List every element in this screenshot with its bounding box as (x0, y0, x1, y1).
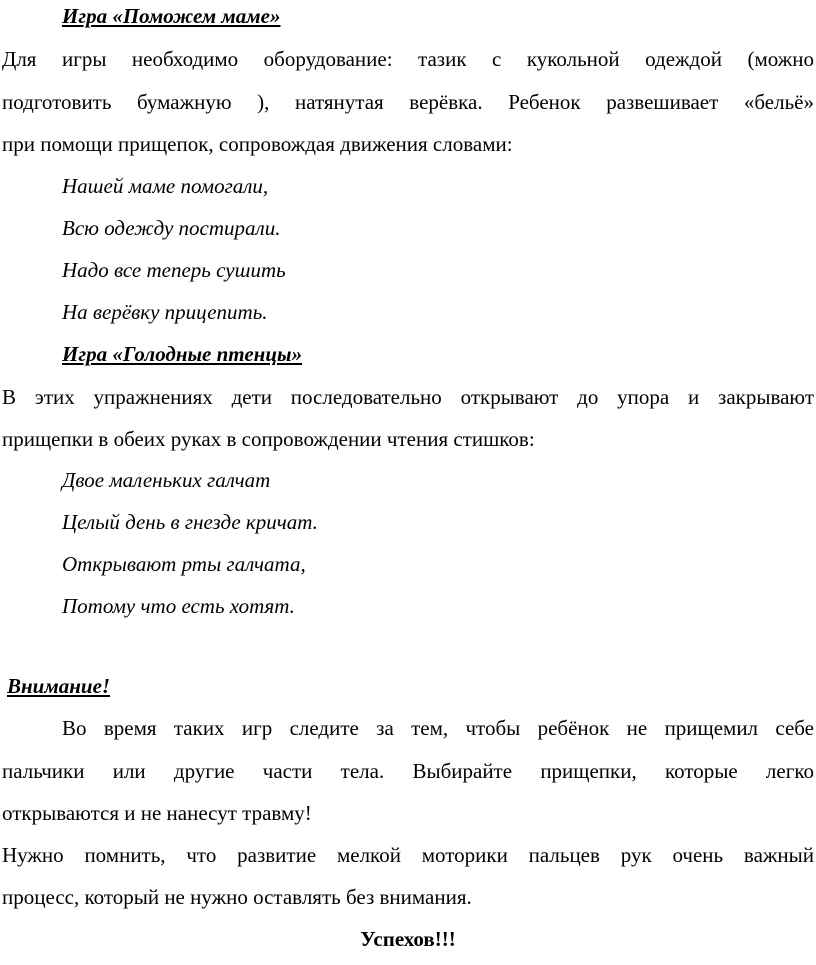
section2-verse-line: Целый день в гнезде кричат. (62, 510, 318, 534)
attention-paragraph-line: Нужно помнить, что развитие мелкой моторики пальцев рук очень важный (2, 843, 814, 867)
section1-verse-line: Нашей маме помогали, (62, 174, 269, 198)
section2-paragraph-line: прищепки в обеих руках в сопровождении чтения стишков: (2, 427, 535, 451)
section2-verse-line: Открывают рты галчата, (62, 552, 306, 576)
attention-paragraph-line: открываются и не нанесут травму! (2, 801, 312, 825)
attention-heading: Внимание! (7, 674, 111, 698)
section1-paragraph-line: Для игры необходимо оборудование: тазик с кукольной одеждой (можно (2, 47, 814, 71)
closing-text: Успехов!!! (360, 927, 456, 951)
attention-paragraph-line: Во время таких игр следите за тем, чтобы ребёнок не прищемил себе (62, 716, 814, 740)
section2-heading: Игра «Голодные птенцы» (62, 342, 303, 366)
section1-verse-line: Всю одежду постирали. (62, 216, 281, 240)
section1-paragraph-line: при помощи прищепок, сопровождая движения словами: (2, 132, 513, 156)
attention-paragraph-line: пальчики или другие части тела. Выбирайте прищепки, которые легко (2, 759, 814, 783)
section1-verse-line: На верёвку прицепить. (62, 300, 268, 324)
section1-paragraph-line: подготовить бумажную ), натянутая верёвка. Ребенок развешивает «бельё» (2, 90, 814, 114)
section2-verse-line: Двое маленьких галчат (62, 468, 271, 492)
attention-paragraph-line: процесс, который не нужно оставлять без внимания. (2, 885, 472, 909)
section2-paragraph-line: В этих упражнениях дети последовательно открывают до упора и закрывают (2, 385, 814, 409)
section1-verse-line: Надо все теперь сушить (62, 258, 286, 282)
section2-verse-line: Потому что есть хотят. (62, 594, 295, 618)
section1-heading: Игра «Поможем маме» (62, 4, 281, 28)
